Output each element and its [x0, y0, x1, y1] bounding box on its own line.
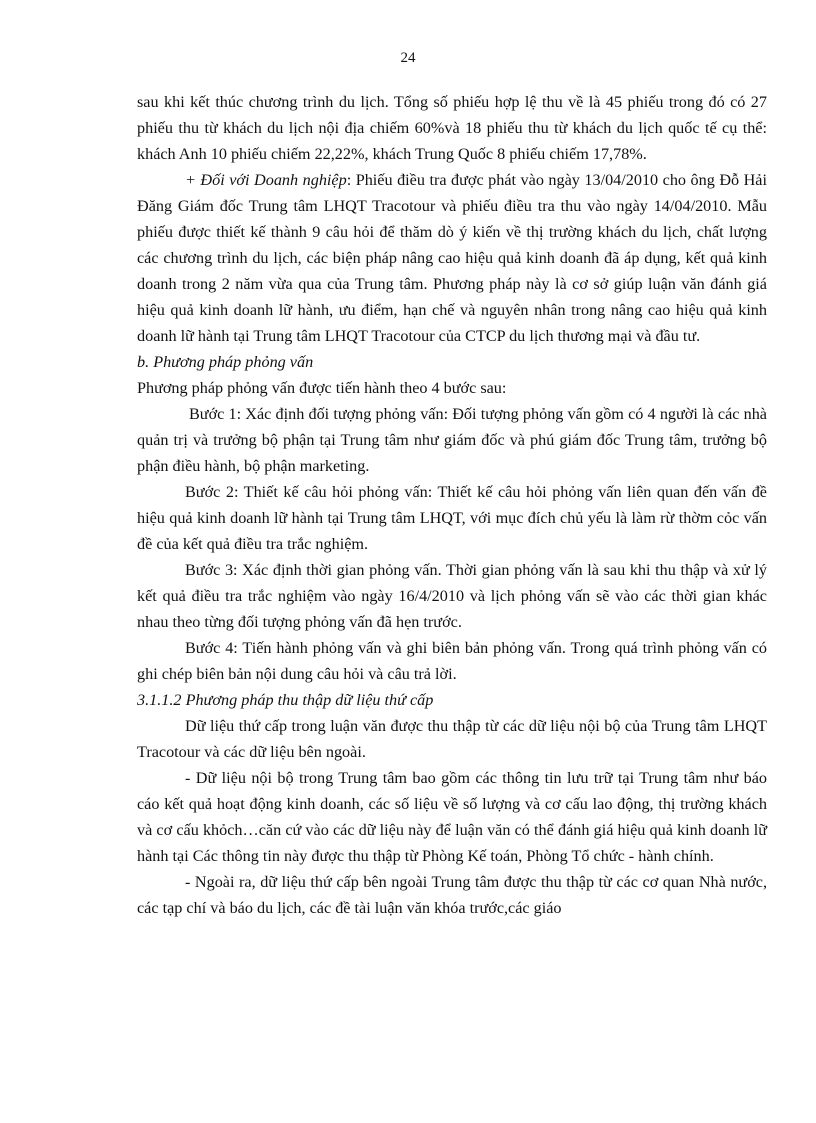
- paragraph-step-2: Bước 2: Thiết kế câu hỏi phỏng vấn: Thiết kế câu hỏi phỏng vấn liên quan đến vấn đề hiệu quả kinh doanh lữ hành tại Trung tâm LHQT, với mục đích chủ yếu là làm rừ thờm cỏc vấn đề của kết quả điều tra trắc nghiệm.: [137, 483, 767, 553]
- paragraph-step-3: Bước 3: Xác định thời gian phỏng vấn. Thời gian phỏng vấn là sau khi thu thập và xử lý kết quả điều tra trắc nghiệm vào ngày 16/4/2010 và lịch phỏng vấn sẽ vào các thời gian khác nhau theo từng đối tượng phỏng vấn đã hẹn trước.: [137, 561, 767, 631]
- body-text: [137, 89, 767, 921]
- page-number: 24: [400, 50, 416, 66]
- paragraph-internal-data: - Dữ liệu nội bộ trong Trung tâm bao gồm các thông tin lưu trữ tại Trung tâm như báo cáo kết quả hoạt động kinh doanh, các số liệu về số lượng và cơ cấu lao động, thị trường khách và cơ cấu khỏch…căn cứ vào các dữ liệu này để luận văn có thể đánh giá hiệu quả kinh doanh lữ hành tại Các thông tin này được thu thập từ Phòng Kế toán, Phòng Tổ chức - hành chính.: [137, 769, 767, 865]
- paragraph-secondary-intro: Dữ liệu thứ cấp trong luận văn được thu thập từ các dữ liệu nội bộ của Trung tâm LHQT Tracotour và các dữ liệu bên ngoài.: [137, 717, 767, 761]
- enterprise-lead: + Đối với Doanh nghiệp: [185, 171, 347, 189]
- paragraph-step-1: Bước 1: Xác định đối tượng phỏng vấn: Đối tượng phỏng vấn gồm có 4 người là các nhà quản trị và trưởng bộ phận tại Trung tâm như giám đốc và phú giám đốc Trung tâm, trưởng bộ phận điều hành, bộ phận marketing.: [137, 405, 767, 475]
- paragraph-interview-intro: Phương pháp phỏng vấn được tiến hành theo 4 bước sau:: [137, 379, 507, 397]
- heading-secondary-data: 3.1.1.2 Phương pháp thu thập dữ liệu thứ cấp: [137, 691, 434, 709]
- paragraph-survey-results: sau khi kết thúc chương trình du lịch. Tổng số phiếu hợp lệ thu về là 45 phiếu trong đó có 27 phiếu thu từ khách du lịch nội địa chiếm 60%và 18 phiếu thu từ khách du lịch quốc tế cụ thể: khách Anh 10 phiếu chiếm 22,22%, khách Trung Quốc 8 phiếu chiếm 17,78%.: [137, 93, 767, 163]
- enterprise-text: : Phiếu điều tra được phát vào ngày 13/04/2010 cho ông Đỗ Hải Đăng Giám đốc Trung tâm LHQT Tracotour và phiếu điều tra thu vào ngày 14/04/2010. Mẫu phiếu được thiết kế thành 9 câu hỏi để thăm dò ý kiến về thị trường khách du lịch, chất lượng các chương trình du lịch, các biện pháp nâng cao hiệu quả kinh doanh đã áp dụng, kết quả kinh doanh trong 2 năm vừa qua của Trung tâm. Phương pháp này là cơ sở giúp luận văn đánh giá hiệu quả kinh doanh lữ hành, ưu điểm, hạn chế và nguyên nhân trong nâng cao hiệu quả kinh doanh lữ hành tại Trung tâm LHQT Tracotour của CTCP du lịch thương mại và đầu tư.: [137, 171, 767, 345]
- heading-interview-method: b. Phương pháp phỏng vấn: [137, 353, 314, 371]
- paragraph-external-data: - Ngoài ra, dữ liệu thứ cấp bên ngoài Trung tâm được thu thập từ các cơ quan Nhà nước, các tạp chí và báo du lịch, các đề tài luận văn khóa trước,các giáo: [137, 873, 767, 917]
- paragraph-step-4: Bước 4: Tiến hành phỏng vấn và ghi biên bản phỏng vấn. Trong quá trình phỏng vấn có ghi chép biên bản nội dung câu hỏi và câu trả lời.: [137, 639, 767, 683]
- paragraph-enterprise-survey: [137, 167, 767, 349]
